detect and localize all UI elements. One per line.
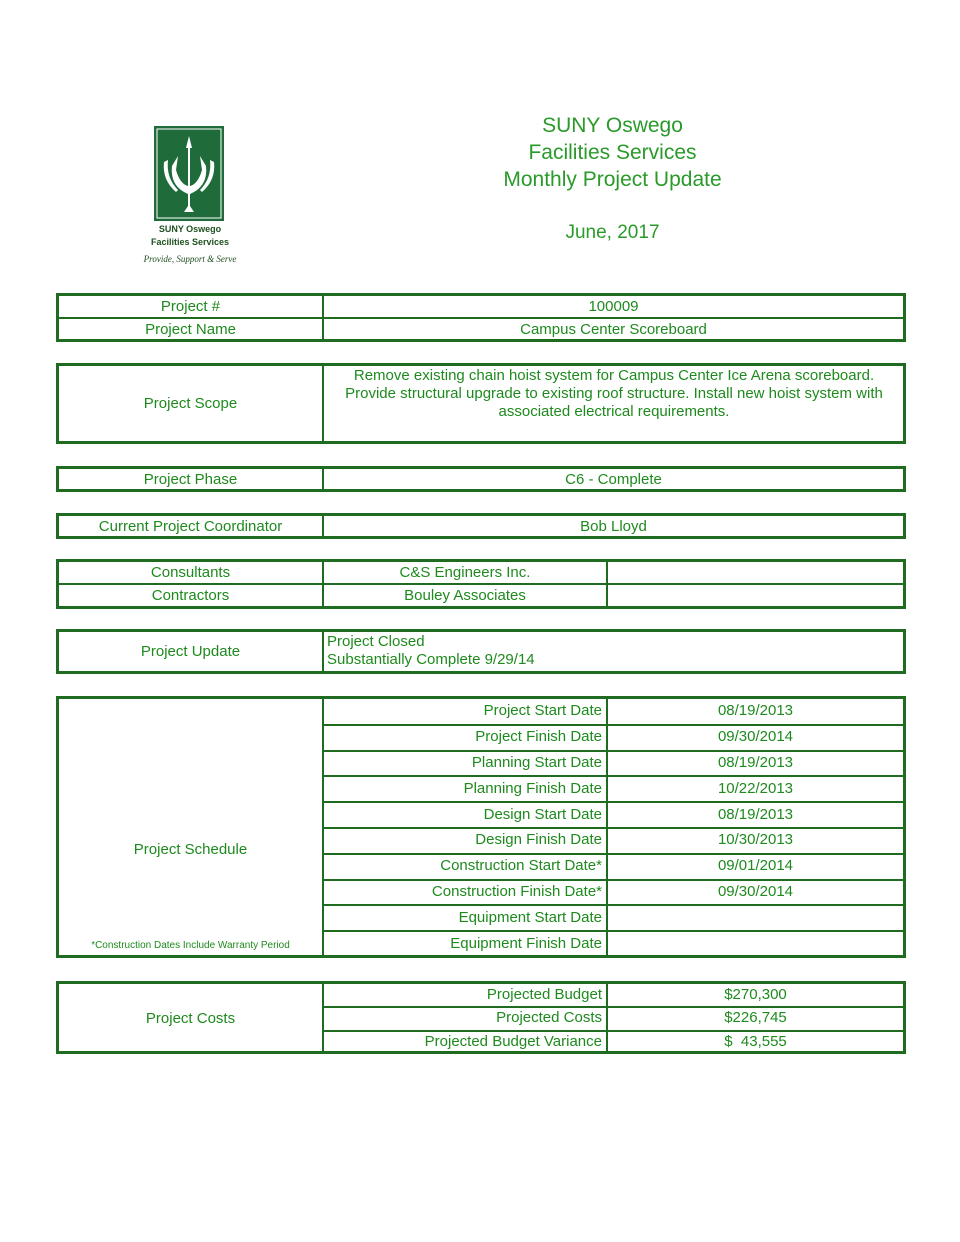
- schedule-row-label: Equipment Finish Date: [450, 934, 602, 952]
- contractors-label: Contractors: [151, 587, 230, 604]
- project-update-label: Project Update: [140, 643, 241, 660]
- project-phase-table: [56, 466, 906, 492]
- cost-row-value: $226,745: [724, 1009, 787, 1027]
- cost-row-label: Projected Budget Variance: [424, 1032, 602, 1050]
- schedule-row-value: [608, 906, 903, 928]
- project-name: Campus Center Scoreboard: [520, 320, 707, 338]
- project-number-label: Project #: [160, 298, 221, 315]
- project-phase: C6 - Complete: [565, 470, 662, 488]
- project-name-label: Project Name: [145, 320, 236, 338]
- schedule-row-value: 09/30/2014: [717, 882, 794, 900]
- coordinator-table: [56, 513, 906, 539]
- contractors-value: Bouley Associates: [404, 587, 526, 604]
- schedule-row-value: 10/30/2013: [717, 831, 794, 849]
- schedule-row-label: Design Finish Date: [475, 831, 602, 849]
- schedule-row-value: 08/19/2013: [717, 702, 794, 720]
- cost-row-label: Projected Budget: [486, 986, 602, 1004]
- project-id-table: [56, 293, 906, 342]
- coordinator-label: Current Project Coordinator: [98, 517, 283, 535]
- cost-row-label: Projected Costs: [496, 1009, 602, 1027]
- schedule-row-value: 10/22/2013: [717, 779, 794, 797]
- project-update-line1: Project Closed: [327, 633, 425, 650]
- schedule-label: Project Schedule: [133, 840, 248, 858]
- logo-tagline: Provide, Support & Serve: [143, 254, 237, 264]
- schedule-row-label: Construction Start Date*: [440, 857, 602, 875]
- report-title: Monthly Project Update: [503, 168, 722, 191]
- report-date: June, 2017: [565, 222, 660, 243]
- project-scope-text: Remove existing chain hoist system for Campus Center Ice Arena scoreboard. Provide structural upgrade to existing roof structure. Install new hoist system with associated electrical requirements.: [345, 367, 883, 420]
- consultants-value: C&S Engineers Inc.: [399, 564, 531, 581]
- logo-line1: SUNY Oswego: [158, 224, 222, 234]
- cost-row-value: $ 43,555: [724, 1032, 787, 1050]
- schedule-row-value: 09/01/2014: [717, 857, 794, 875]
- project-number: 100009: [588, 298, 639, 315]
- schedule-note: *Construction Dates Include Warranty Period: [91, 939, 290, 951]
- schedule-row-value: 08/19/2013: [717, 753, 794, 771]
- consultants-label: Consultants: [150, 564, 231, 581]
- schedule-row-value: [608, 932, 903, 954]
- schedule-table: [56, 696, 906, 958]
- schedule-row-label: Design Start Date: [483, 805, 602, 823]
- costs-table: [56, 981, 906, 1054]
- schedule-row-value: 09/30/2014: [717, 728, 794, 746]
- schedule-row-label: Planning Finish Date: [463, 779, 602, 797]
- coordinator-name: Bob Lloyd: [580, 517, 647, 535]
- costs-label: Project Costs: [145, 1009, 236, 1027]
- schedule-row-value: 08/19/2013: [717, 805, 794, 823]
- project-scope-table: [56, 363, 906, 444]
- project-phase-label: Project Phase: [143, 470, 238, 488]
- project-update-line2: Substantially Complete 9/29/14: [327, 651, 535, 668]
- schedule-row-label: Project Start Date: [483, 702, 602, 720]
- project-scope-label: Project Scope: [143, 395, 238, 412]
- logo-line2: Facilities Services: [150, 237, 230, 247]
- dept-title: Facilities Services: [528, 141, 697, 164]
- logo: [154, 126, 224, 221]
- schedule-row-label: Planning Start Date: [471, 753, 602, 771]
- trident-icon: [154, 126, 224, 221]
- schedule-row-label: Equipment Start Date: [458, 908, 602, 926]
- org-title: SUNY Oswego: [542, 114, 683, 137]
- project-update-table: [56, 629, 906, 674]
- consultants-table: [56, 559, 906, 609]
- schedule-row-label: Project Finish Date: [475, 728, 602, 746]
- cost-row-value: $270,300: [724, 986, 787, 1004]
- schedule-row-label: Construction Finish Date*: [431, 882, 602, 900]
